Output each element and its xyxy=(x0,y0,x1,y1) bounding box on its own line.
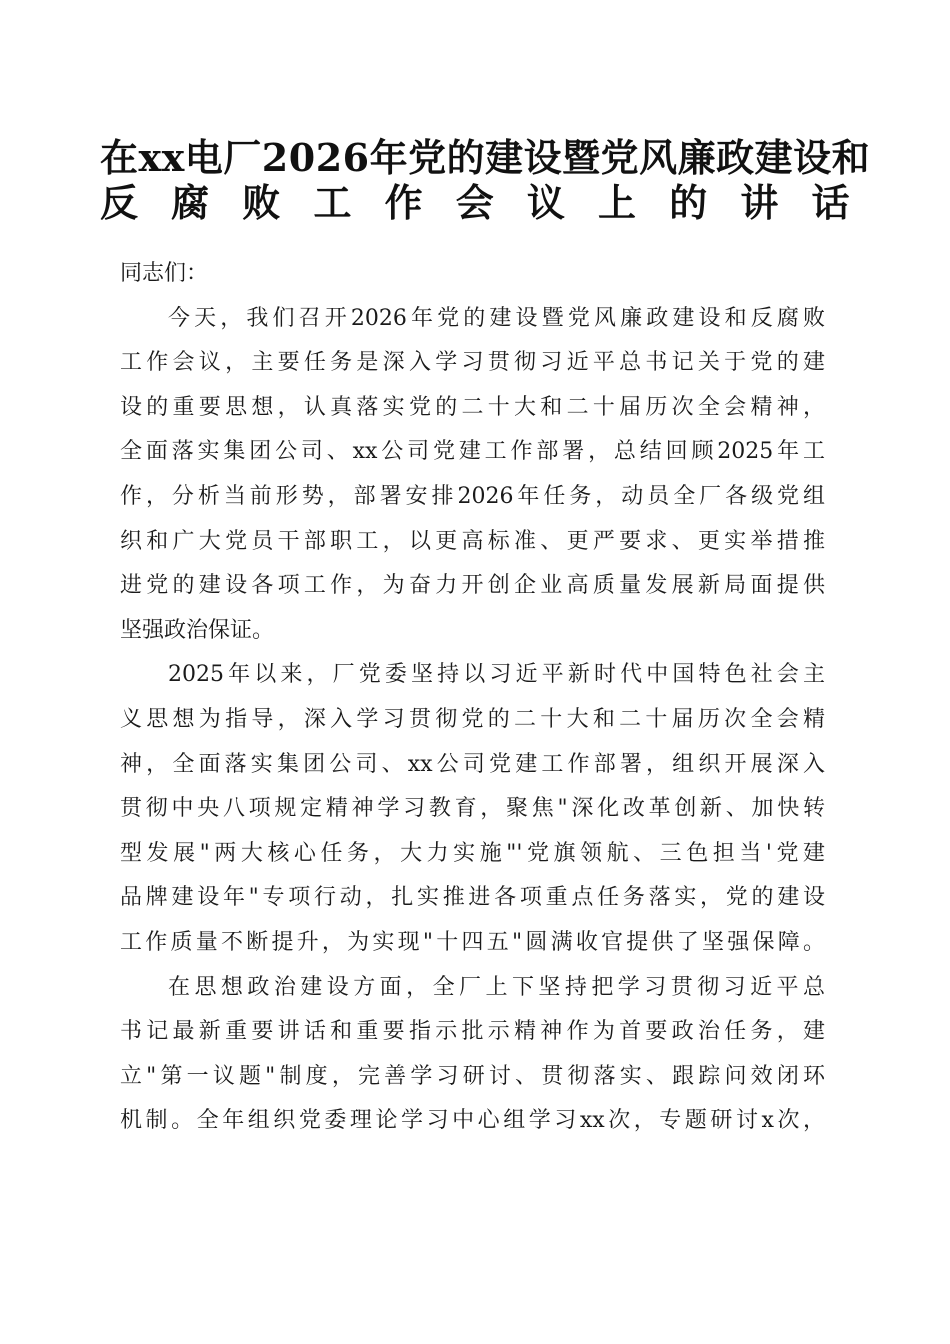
paragraph-line: 作，分析当前形势，部署安排2026年任务，动员全厂各级党组 xyxy=(120,483,825,509)
paragraph-2 xyxy=(120,653,825,965)
document-body xyxy=(120,252,825,1144)
title-line-2: 反腐败工作会议上的讲话 xyxy=(100,179,850,225)
paragraph-line: 在思想政治建设方面，全厂上下坚持把学习贯彻习近平总 xyxy=(168,974,825,1000)
paragraph-line: 品牌建设年"专项行动，扎实推进各项重点任务落实，党的建设 xyxy=(120,885,825,911)
paragraph-3 xyxy=(120,966,825,1144)
paragraph-line: 今天，我们召开2026年党的建设暨党风廉政建设和反腐败 xyxy=(168,305,825,331)
paragraph-1 xyxy=(120,297,825,654)
title-line-1: 在xx电厂2026年党的建设暨党风廉政建设和 xyxy=(100,135,871,180)
paragraph-line: 神，全面落实集团公司、xx公司党建工作部署，组织开展深入 xyxy=(120,751,825,777)
paragraph-line: 进党的建设各项工作，为奋力开创企业高质量发展新局面提供 xyxy=(120,573,825,599)
document-title xyxy=(100,132,871,225)
paragraph-line: 坚强政治保证。 xyxy=(120,617,275,643)
paragraph-line: 贯彻中央八项规定精神学习教育，聚焦"深化改革创新、加快转 xyxy=(120,796,825,822)
paragraph-line: 机制。全年组织党委理论学习中心组学习xx次，专题研讨x次， xyxy=(120,1108,825,1134)
paragraph-line: 义思想为指导，深入学习贯彻党的二十大和二十届历次全会精 xyxy=(120,706,825,732)
paragraph-line: 立"第一议题"制度，完善学习研讨、贯彻落实、跟踪问效闭环 xyxy=(120,1063,825,1089)
paragraph-line: 设的重要思想，认真落实党的二十大和二十届历次全会精神， xyxy=(120,394,825,420)
paragraph-line: 型发展"两大核心任务，大力实施"'党旗领航、三色担当'党建 xyxy=(120,840,825,866)
paragraph-line: 工作会议，主要任务是深入学习贯彻习近平总书记关于党的建 xyxy=(120,350,825,376)
paragraph-line: 2025年以来，厂党委坚持以习近平新时代中国特色社会主 xyxy=(168,662,825,688)
paragraph-line: 工作质量不断提升，为实现"十四五"圆满收官提供了坚强保障。 xyxy=(120,929,825,955)
paragraph-line: 全面落实集团公司、xx公司党建工作部署，总结回顾2025年工 xyxy=(120,439,825,465)
paragraph-line: 织和广大党员干部职工，以更高标准、更严要求、更实举措推 xyxy=(120,528,825,554)
paragraph-line: 书记最新重要讲话和重要指示批示精神作为首要政治任务，建 xyxy=(120,1019,825,1045)
salutation: 同志们： xyxy=(120,261,209,286)
